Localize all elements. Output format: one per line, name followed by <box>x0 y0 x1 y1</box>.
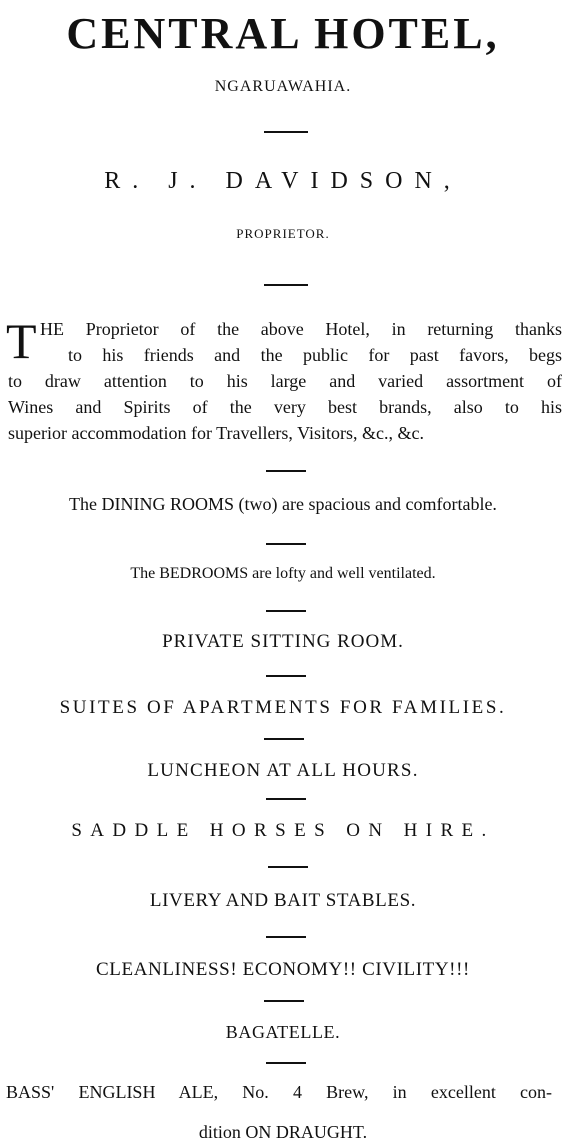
drop-cap-letter: T <box>6 313 37 369</box>
divider-rule <box>264 738 304 740</box>
intro-line: HE Proprietor of the above Hotel, in returning thanks <box>40 319 562 339</box>
divider-rule <box>266 675 306 677</box>
ale-continuation-line: dition ON DRAUGHT. <box>198 1122 368 1142</box>
ale-line: BASS' ENGLISH ALE, No. 4 Brew, in excellent con- <box>6 1082 552 1102</box>
intro-line: to his friends and the public for past favors, begs <box>68 345 562 365</box>
divider-rule <box>266 1062 306 1064</box>
intro-line: to draw attention to his large and varied assortment of <box>8 371 562 391</box>
saddle-horses-line: SADDLE HORSES ON HIRE. <box>71 820 495 841</box>
hotel-name-heading: CENTRAL HOTEL, <box>66 9 500 58</box>
divider-rule <box>266 470 306 472</box>
intro-paragraph <box>6 313 562 446</box>
divider-rule <box>266 543 306 545</box>
motto-line: CLEANLINESS! ECONOMY!! CIVILITY!!! <box>96 959 470 980</box>
livery-stables-line: LIVERY AND BAIT STABLES. <box>149 890 417 911</box>
luncheon-line: LUNCHEON AT ALL HOURS. <box>147 760 419 781</box>
dining-rooms-line: The DINING ROOMS (two) are spacious and comfortable. <box>69 494 497 514</box>
divider-rule <box>266 610 306 612</box>
divider-rule <box>264 1000 304 1002</box>
intro-line: Wines and Spirits of the very best brands, also to his <box>8 397 562 417</box>
divider-rule <box>266 798 306 800</box>
location-line: NGARUAWAHIA. <box>214 78 352 95</box>
divider-rule <box>264 284 308 286</box>
divider-rule <box>264 131 308 133</box>
bedrooms-line: The BEDROOMS are lofty and well ventilated. <box>130 565 436 582</box>
proprietor-role: PROPRIETOR. <box>236 226 330 241</box>
divider-rule <box>266 936 306 938</box>
suites-line: SUITES OF APARTMENTS FOR FAMILIES. <box>59 697 507 718</box>
bagatelle-line: BAGATELLE. <box>225 1022 341 1042</box>
intro-line: superior accommodation for Travellers, Visitors, &c., &c. <box>8 423 425 443</box>
proprietor-name: R. J. DAVIDSON, <box>104 168 462 194</box>
sitting-room-line: PRIVATE SITTING ROOM. <box>162 631 404 652</box>
divider-rule <box>268 866 308 868</box>
